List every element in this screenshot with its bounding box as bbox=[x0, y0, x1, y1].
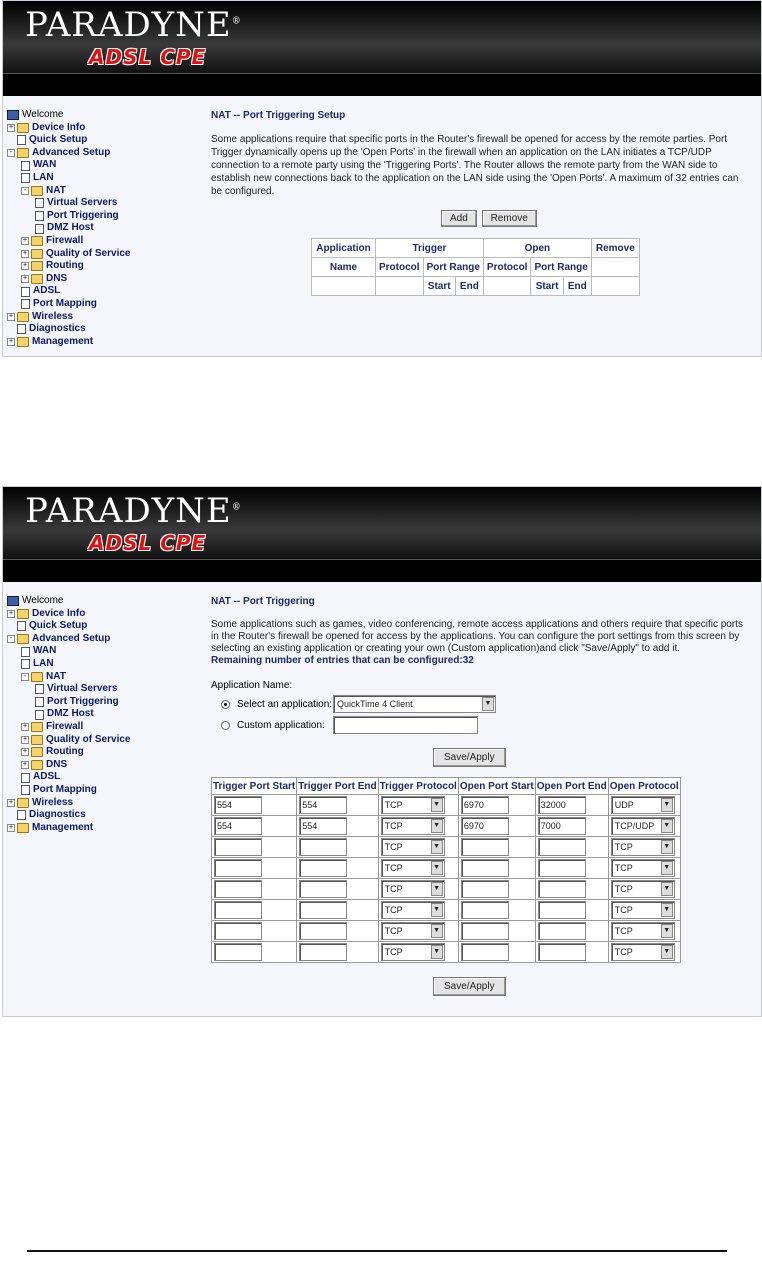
chevron-down-icon: ▼ bbox=[661, 924, 673, 938]
selected-protocol: TCP bbox=[614, 905, 633, 915]
expand-icon[interactable]: + bbox=[8, 609, 14, 617]
column-header: Open Port Start bbox=[458, 778, 535, 795]
nav-item-virtual-servers[interactable] bbox=[7, 683, 187, 696]
nav-item-lan[interactable] bbox=[7, 658, 187, 671]
selected-protocol: TCP bbox=[384, 863, 403, 873]
column-header: Open Port End bbox=[535, 778, 608, 795]
chevron-down-icon: ▼ bbox=[431, 798, 443, 812]
nav-item-port-mapping[interactable] bbox=[7, 298, 187, 311]
selected-protocol: TCP/UDP bbox=[614, 821, 655, 831]
collapse-icon[interactable]: - bbox=[21, 673, 29, 681]
application-select[interactable] bbox=[333, 695, 496, 713]
nav-item-quick-setup[interactable] bbox=[7, 620, 187, 633]
trigger-port-end-input[interactable] bbox=[299, 943, 347, 961]
chevron-down-icon: ▼ bbox=[431, 945, 443, 959]
nav-item-wan[interactable] bbox=[7, 159, 187, 172]
open-protocol-select[interactable] bbox=[611, 817, 675, 835]
doc-icon bbox=[21, 287, 30, 297]
table-row bbox=[212, 942, 681, 963]
open-port-start-input[interactable] bbox=[461, 922, 509, 940]
header-open-end: End bbox=[563, 277, 591, 296]
nav-item-adsl[interactable] bbox=[7, 771, 187, 784]
header-open-protocol: Protocol bbox=[483, 258, 531, 277]
open-port-end-input[interactable]: 32000 bbox=[538, 796, 586, 814]
nav-item-port-triggering[interactable] bbox=[7, 696, 187, 709]
chevron-down-icon: ▼ bbox=[431, 903, 443, 917]
trigger-protocol-select[interactable] bbox=[381, 838, 445, 856]
selected-application: QuickTime 4 Client bbox=[337, 699, 413, 709]
open-port-end-input[interactable] bbox=[538, 922, 586, 940]
remaining-entries: Remaining number of entries that can be configured:32 bbox=[211, 655, 474, 666]
selected-protocol: TCP bbox=[614, 842, 633, 852]
nav-item-label: DMZ Host bbox=[47, 222, 94, 234]
folder-icon bbox=[31, 760, 43, 770]
nav-item-nat[interactable] bbox=[7, 185, 187, 198]
trigger-port-end-input[interactable] bbox=[299, 859, 347, 877]
open-protocol-select[interactable] bbox=[611, 943, 675, 961]
custom-app-radio[interactable] bbox=[221, 721, 230, 730]
nav-item-label: Firewall bbox=[46, 720, 84, 732]
open-port-end-input[interactable] bbox=[538, 838, 586, 856]
selected-protocol: TCP bbox=[384, 947, 403, 957]
doc-icon bbox=[35, 697, 44, 707]
selected-protocol: UDP bbox=[614, 800, 634, 810]
trigger-port-start-input[interactable] bbox=[214, 880, 262, 898]
doc-icon bbox=[35, 224, 44, 234]
product-logo: ADSL CPE bbox=[89, 45, 207, 69]
save-apply-button[interactable]: Save/Apply bbox=[433, 977, 506, 996]
page-description: Some applications require that specific ports in the Router's firewall be opened for access by the remote parties. Port Trigger dynamically opens up the 'Open Ports' in the firewall when an application on the LAN initiates a TCP/UDP connection to a remote party using the 'Triggering Ports'. The Router allows the remote party from the WAN side to establish new connections back to the application on the LAN side using the 'Open Ports'. A maximum of 32 entries can be configured. bbox=[211, 134, 739, 197]
folder-icon bbox=[31, 261, 43, 271]
selected-protocol: TCP bbox=[614, 926, 633, 936]
nav-item-wan[interactable] bbox=[7, 645, 187, 658]
nav-item-label: Quality of Service bbox=[46, 733, 131, 745]
triggering-table bbox=[311, 238, 640, 296]
nav-item-port-mapping[interactable] bbox=[7, 784, 187, 797]
trigger-port-start-input[interactable]: 554 bbox=[214, 796, 262, 814]
selected-protocol: TCP bbox=[614, 863, 633, 873]
nav-item-label: Wireless bbox=[32, 310, 74, 322]
header-trigger-port-range: Port Range bbox=[423, 258, 483, 277]
open-port-end-input[interactable]: 7000 bbox=[538, 817, 586, 835]
nav-item-label: Virtual Servers bbox=[47, 197, 118, 209]
folder-open-icon bbox=[31, 186, 43, 196]
nav-item-routing[interactable] bbox=[7, 260, 187, 273]
selected-protocol: TCP bbox=[384, 842, 403, 852]
nav-item-label: Port Mapping bbox=[33, 783, 97, 795]
open-port-start-input[interactable] bbox=[461, 901, 509, 919]
nav-item-label: DNS bbox=[46, 758, 68, 770]
folder-icon bbox=[17, 123, 29, 133]
trigger-protocol-select[interactable] bbox=[381, 943, 445, 961]
doc-icon bbox=[21, 173, 30, 183]
nav-item-routing[interactable] bbox=[7, 746, 187, 759]
open-port-end-input[interactable] bbox=[538, 859, 586, 877]
doc-icon bbox=[21, 773, 30, 783]
nav-item-label: Device Info bbox=[32, 121, 86, 133]
table-row bbox=[212, 900, 681, 921]
nav-item-device-info[interactable] bbox=[7, 608, 187, 621]
expand-icon[interactable]: + bbox=[22, 723, 28, 731]
setup-screenshot bbox=[2, 0, 762, 357]
folder-open-icon bbox=[17, 148, 29, 158]
trigger-protocol-select[interactable] bbox=[381, 817, 445, 835]
nav-item-label: Routing bbox=[46, 260, 84, 272]
header-remove: Remove bbox=[591, 239, 639, 258]
nav-item-welcome[interactable] bbox=[7, 595, 187, 608]
chevron-down-icon: ▼ bbox=[482, 697, 494, 711]
chevron-down-icon: ▼ bbox=[661, 798, 673, 812]
open-port-start-input[interactable] bbox=[461, 880, 509, 898]
expand-icon[interactable]: + bbox=[22, 275, 28, 283]
trigger-protocol-select[interactable] bbox=[381, 922, 445, 940]
trigger-protocol-select[interactable] bbox=[381, 796, 445, 814]
chevron-down-icon: ▼ bbox=[431, 840, 443, 854]
doc-icon bbox=[21, 785, 30, 795]
header-banner bbox=[3, 487, 761, 582]
selected-protocol: TCP bbox=[384, 800, 403, 810]
doc-icon bbox=[21, 647, 30, 657]
expand-icon[interactable]: + bbox=[22, 237, 28, 245]
expand-icon[interactable]: + bbox=[22, 748, 28, 756]
chevron-down-icon: ▼ bbox=[431, 861, 443, 875]
table-row bbox=[212, 795, 681, 816]
nav-item-firewall[interactable] bbox=[7, 721, 187, 734]
nav-item-quick-setup[interactable] bbox=[7, 134, 187, 147]
doc-icon bbox=[17, 324, 26, 334]
doc-icon bbox=[17, 810, 26, 820]
open-port-start-input[interactable] bbox=[461, 943, 509, 961]
table-row bbox=[212, 858, 681, 879]
page-description: Some applications such as games, video conferencing, remote access applications and others require that specific ports in the Router's firewall be opened for access by the applications. You can configure the port settings from this screen by selecting an existing application or creating your own (Custom application)and click "Save/Apply" to add it. bbox=[211, 619, 743, 654]
doc-icon bbox=[35, 211, 44, 221]
nav-item-label: Welcome bbox=[22, 109, 64, 120]
open-port-end-input[interactable] bbox=[538, 901, 586, 919]
selected-protocol: TCP bbox=[384, 884, 403, 894]
folder-open-icon bbox=[17, 634, 29, 644]
port-trigger-table bbox=[211, 777, 681, 963]
header-name: Name bbox=[312, 258, 376, 277]
header-trigger-protocol: Protocol bbox=[376, 258, 424, 277]
nav-item-label: ADSL bbox=[33, 771, 61, 783]
expand-icon[interactable]: + bbox=[22, 262, 28, 270]
selected-protocol: TCP bbox=[384, 905, 403, 915]
selected-protocol: TCP bbox=[384, 821, 403, 831]
nav-item-label: Firewall bbox=[46, 234, 84, 246]
nav-item-label: Virtual Servers bbox=[47, 683, 118, 695]
chevron-down-icon: ▼ bbox=[661, 840, 673, 854]
nav-tree bbox=[7, 595, 187, 834]
open-port-start-input[interactable]: 6970 bbox=[461, 796, 509, 814]
nav-item-dmz-host[interactable] bbox=[7, 708, 187, 721]
trigger-port-start-input[interactable] bbox=[214, 901, 262, 919]
nav-item-label: Management bbox=[32, 821, 94, 833]
collapse-icon[interactable]: - bbox=[7, 149, 15, 157]
nav-item-advanced-setup[interactable] bbox=[7, 147, 187, 160]
doc-icon bbox=[35, 684, 44, 694]
chevron-down-icon: ▼ bbox=[661, 882, 673, 896]
header-trigger: Trigger bbox=[376, 239, 484, 258]
folder-icon bbox=[17, 798, 29, 808]
open-protocol-select[interactable] bbox=[611, 796, 675, 814]
nav-item-label: LAN bbox=[33, 657, 54, 669]
doc-icon bbox=[21, 659, 30, 669]
header-trigger-end: End bbox=[455, 277, 483, 296]
chevron-down-icon: ▼ bbox=[431, 819, 443, 833]
nav-item-diagnostics[interactable] bbox=[7, 809, 187, 822]
table-row bbox=[212, 837, 681, 858]
trigger-port-end-input[interactable] bbox=[299, 880, 347, 898]
trigger-port-end-input[interactable] bbox=[299, 922, 347, 940]
folder-icon bbox=[31, 722, 43, 732]
nav-item-label: Advanced Setup bbox=[32, 632, 111, 644]
open-port-start-input[interactable]: 6970 bbox=[461, 817, 509, 835]
port-triggering-screenshot bbox=[2, 486, 762, 1017]
expand-icon[interactable]: + bbox=[22, 249, 28, 257]
page-title: NAT -- Port Triggering bbox=[211, 596, 315, 607]
nav-item-wireless[interactable] bbox=[7, 311, 187, 324]
folder-open-icon bbox=[31, 672, 43, 682]
page-title: NAT -- Port Triggering Setup bbox=[211, 110, 346, 121]
nav-item-dns[interactable] bbox=[7, 273, 187, 286]
nav-item-label: WAN bbox=[33, 159, 57, 171]
header-open: Open bbox=[483, 239, 591, 258]
nav-item-advanced-setup[interactable] bbox=[7, 633, 187, 646]
nav-item-virtual-servers[interactable] bbox=[7, 197, 187, 210]
nav-item-label: Quick Setup bbox=[29, 134, 88, 146]
trigger-port-start-input[interactable] bbox=[214, 922, 262, 940]
app-name-label: Application Name: bbox=[211, 680, 293, 691]
open-protocol-select[interactable] bbox=[611, 922, 675, 940]
chevron-down-icon: ▼ bbox=[661, 903, 673, 917]
product-logo: ADSL CPE bbox=[89, 531, 207, 555]
nav-item-label: Wireless bbox=[32, 796, 74, 808]
nav-tree bbox=[7, 109, 187, 348]
nav-item-label: WAN bbox=[33, 645, 57, 657]
trigger-port-end-input[interactable]: 554 bbox=[299, 817, 347, 835]
collapse-icon[interactable]: - bbox=[21, 187, 29, 195]
nav-item-port-triggering[interactable] bbox=[7, 210, 187, 223]
nav-item-label: Port Triggering bbox=[47, 209, 119, 221]
header-application: Application bbox=[312, 239, 376, 258]
computer-icon bbox=[7, 596, 19, 606]
folder-icon bbox=[17, 312, 29, 322]
nav-item-label: DMZ Host bbox=[47, 708, 94, 720]
nav-item-label: Quick Setup bbox=[29, 620, 88, 632]
table-row bbox=[212, 921, 681, 942]
nav-item-label: LAN bbox=[33, 171, 54, 183]
folder-icon bbox=[31, 249, 43, 259]
nav-item-label: Quality of Service bbox=[46, 247, 131, 259]
trigger-port-start-input[interactable] bbox=[214, 859, 262, 877]
expand-icon[interactable]: + bbox=[8, 123, 14, 131]
nav-item-device-info[interactable] bbox=[7, 122, 187, 135]
nav-item-label: Advanced Setup bbox=[32, 146, 111, 158]
nav-item-dmz-host[interactable] bbox=[7, 222, 187, 235]
open-protocol-select[interactable] bbox=[611, 838, 675, 856]
header-banner bbox=[3, 1, 761, 96]
nav-item-label: ADSL bbox=[33, 285, 61, 297]
doc-icon bbox=[21, 161, 30, 171]
nav-item-label: Port Triggering bbox=[47, 695, 119, 707]
open-protocol-select[interactable] bbox=[611, 859, 675, 877]
paradyne-logo: PARADYNE® bbox=[25, 491, 242, 531]
trigger-protocol-select[interactable] bbox=[381, 880, 445, 898]
select-app-radio[interactable] bbox=[221, 700, 230, 709]
nav-item-dns[interactable] bbox=[7, 759, 187, 772]
collapse-icon[interactable]: - bbox=[7, 635, 15, 643]
nav-item-label: Management bbox=[32, 335, 94, 347]
computer-icon bbox=[7, 110, 19, 120]
folder-icon bbox=[31, 747, 43, 757]
column-header: Trigger Port End bbox=[297, 778, 378, 795]
folder-icon bbox=[17, 337, 29, 347]
nav-item-wireless[interactable] bbox=[7, 797, 187, 810]
expand-icon[interactable]: + bbox=[8, 798, 14, 806]
chevron-down-icon: ▼ bbox=[431, 924, 443, 938]
trigger-port-end-input[interactable] bbox=[299, 838, 347, 856]
select-app-label: Select an application: bbox=[237, 698, 333, 710]
trigger-port-start-input[interactable] bbox=[214, 943, 262, 961]
column-header: Trigger Port Start bbox=[212, 778, 297, 795]
remove-button[interactable]: Remove bbox=[482, 210, 537, 227]
selected-protocol: TCP bbox=[614, 947, 633, 957]
add-button[interactable]: Add bbox=[441, 210, 477, 227]
trigger-protocol-select[interactable] bbox=[381, 859, 445, 877]
expand-icon[interactable]: + bbox=[8, 337, 14, 345]
setup-content bbox=[211, 110, 751, 296]
nav-item-label: NAT bbox=[46, 670, 66, 682]
chevron-down-icon: ▼ bbox=[661, 819, 673, 833]
nav-item-label: DNS bbox=[46, 272, 68, 284]
header-trigger-start: Start bbox=[423, 277, 455, 296]
table-row bbox=[212, 816, 681, 837]
nav-item-welcome[interactable] bbox=[7, 109, 187, 122]
nav-item-label: Port Mapping bbox=[33, 297, 97, 309]
chevron-down-icon: ▼ bbox=[661, 861, 673, 875]
open-port-start-input[interactable] bbox=[461, 859, 509, 877]
expand-icon[interactable]: + bbox=[8, 823, 14, 831]
expand-icon[interactable]: + bbox=[22, 735, 28, 743]
folder-icon bbox=[17, 823, 29, 833]
nav-item-management[interactable] bbox=[7, 336, 187, 349]
trigger-port-end-input[interactable]: 554 bbox=[299, 796, 347, 814]
open-port-start-input[interactable] bbox=[461, 838, 509, 856]
nav-item-nat[interactable] bbox=[7, 671, 187, 684]
nav-item-label: Diagnostics bbox=[29, 323, 86, 335]
chevron-down-icon: ▼ bbox=[661, 945, 673, 959]
column-header: Trigger Protocol bbox=[378, 778, 458, 795]
header-open-start: Start bbox=[531, 277, 563, 296]
folder-icon bbox=[31, 236, 43, 246]
doc-icon bbox=[35, 198, 44, 208]
nav-item-label: Device Info bbox=[32, 607, 86, 619]
open-port-end-input[interactable] bbox=[538, 880, 586, 898]
selected-protocol: TCP bbox=[614, 884, 633, 894]
nav-item-management[interactable] bbox=[7, 822, 187, 835]
trigger-port-end-input[interactable] bbox=[299, 901, 347, 919]
nav-item-diagnostics[interactable] bbox=[7, 323, 187, 336]
nav-item-firewall[interactable] bbox=[7, 235, 187, 248]
nav-item-quality-of-service[interactable] bbox=[7, 734, 187, 747]
expand-icon[interactable]: + bbox=[22, 761, 28, 769]
column-header: Open Protocol bbox=[608, 778, 680, 795]
doc-icon bbox=[35, 710, 44, 720]
doc-icon bbox=[17, 135, 26, 145]
open-protocol-select[interactable] bbox=[611, 901, 675, 919]
open-protocol-select[interactable] bbox=[611, 880, 675, 898]
save-apply-button[interactable]: Save/Apply bbox=[433, 748, 506, 767]
nav-item-adsl[interactable] bbox=[7, 285, 187, 298]
expand-icon[interactable]: + bbox=[8, 312, 14, 320]
trigger-content bbox=[211, 596, 751, 996]
open-port-end-input[interactable] bbox=[538, 943, 586, 961]
nav-item-quality-of-service[interactable] bbox=[7, 248, 187, 261]
table-row bbox=[212, 879, 681, 900]
custom-app-label: Custom application: bbox=[237, 719, 325, 731]
paradyne-logo: PARADYNE® bbox=[25, 5, 242, 45]
doc-icon bbox=[21, 299, 30, 309]
nav-item-label: Diagnostics bbox=[29, 809, 86, 821]
chevron-down-icon: ▼ bbox=[431, 882, 443, 896]
trigger-port-start-input[interactable]: 554 bbox=[214, 817, 262, 835]
selected-protocol: TCP bbox=[384, 926, 403, 936]
folder-icon bbox=[17, 609, 29, 619]
nav-item-lan[interactable] bbox=[7, 172, 187, 185]
nav-item-label: Welcome bbox=[22, 595, 64, 606]
header-open-port-range: Port Range bbox=[531, 258, 591, 277]
trigger-port-start-input[interactable] bbox=[214, 838, 262, 856]
nav-item-label: Routing bbox=[46, 746, 84, 758]
trigger-protocol-select[interactable] bbox=[381, 901, 445, 919]
doc-icon bbox=[17, 621, 26, 631]
folder-icon bbox=[31, 735, 43, 745]
folder-icon bbox=[31, 274, 43, 284]
custom-app-input[interactable] bbox=[333, 716, 478, 734]
page-rule bbox=[27, 1250, 727, 1252]
nav-item-label: NAT bbox=[46, 184, 66, 196]
